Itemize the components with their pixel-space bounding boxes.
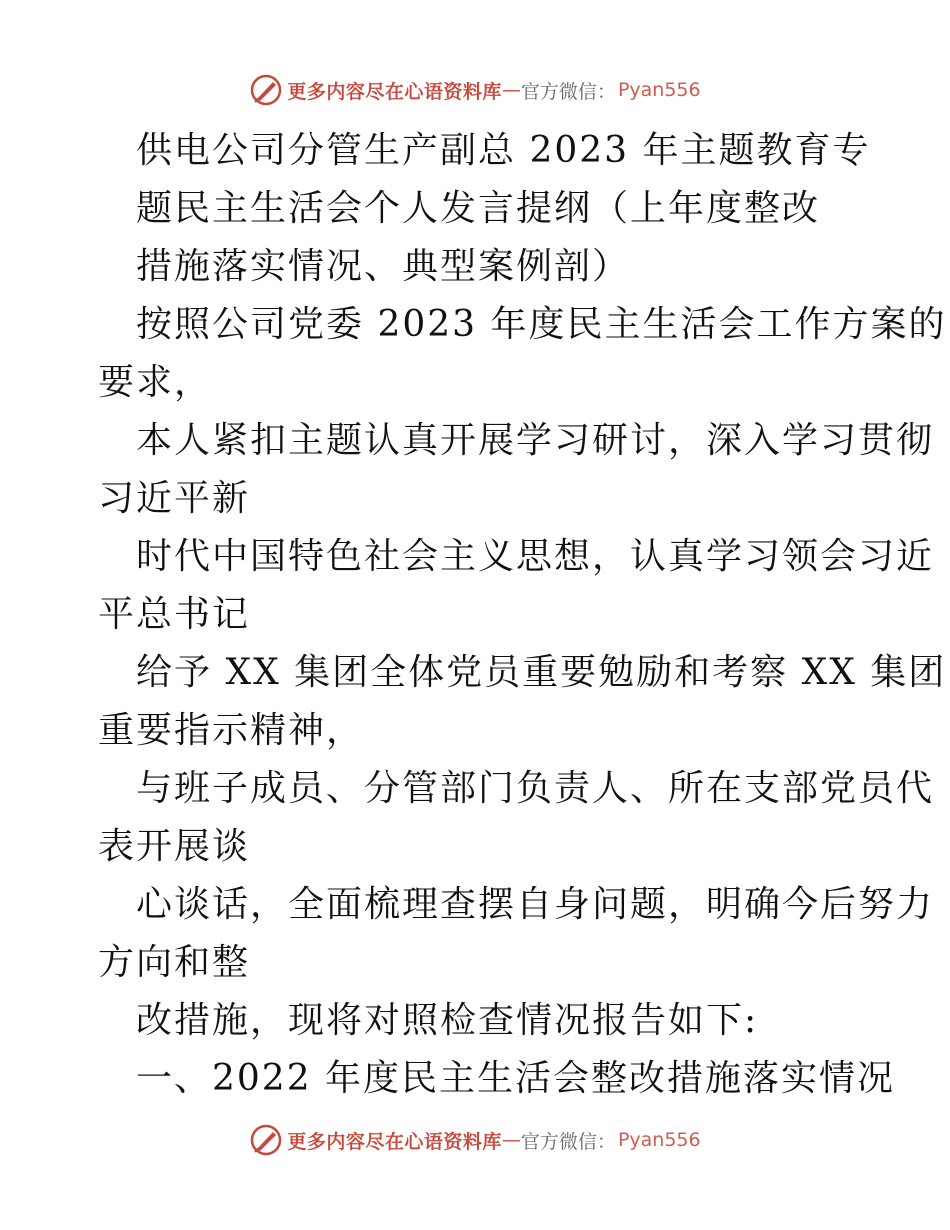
section-heading-1-text: 一、2022 年度民主生活会整改措施落实情况 bbox=[136, 1058, 896, 1099]
paragraph-1 bbox=[98, 296, 947, 412]
section-heading-1 bbox=[98, 1050, 896, 1108]
paragraph-5-line-1: 与班子成员、分管部门负责人、所在支部党员代 bbox=[136, 768, 935, 809]
paragraph-2-line-1: 本人紧扣主题认真开展学习研讨，深入学习贯彻 bbox=[136, 420, 935, 461]
watermark-official: 官方微信： bbox=[520, 1130, 616, 1153]
paragraph-4-line-2: 重要指示精神， bbox=[98, 710, 365, 751]
paragraph-1-line-1: 按照公司党委 2023 年度民主生活会工作方案的 bbox=[136, 304, 947, 345]
title-line-2: 题民主生活会个人发言提纲（上年度整改 bbox=[136, 188, 821, 229]
paragraph-5 bbox=[98, 760, 935, 876]
watermark-wechat-id: Pyan556 bbox=[617, 1129, 701, 1151]
watermark-dash: — bbox=[501, 79, 521, 101]
watermark-text: 更多内容尽在心语资料库 bbox=[287, 80, 502, 103]
quill-logo-icon bbox=[249, 1123, 283, 1157]
watermark-footer bbox=[0, 1120, 950, 1160]
paragraph-3-line-1: 时代中国特色社会主义思想，认真学习领会习近 bbox=[136, 536, 935, 577]
paragraph-2 bbox=[98, 412, 935, 528]
title-line-3: 措施落实情况、典型案例剖） bbox=[136, 246, 631, 287]
paragraph-7 bbox=[98, 992, 858, 1050]
paragraph-3 bbox=[98, 528, 935, 644]
paragraph-6-line-2: 方向和整 bbox=[98, 942, 251, 983]
watermark-header bbox=[0, 70, 950, 110]
paragraph-7-line-1: 改措施，现将对照检查情况报告如下: bbox=[136, 1000, 759, 1041]
watermark-text: 更多内容尽在心语资料库 bbox=[287, 1130, 502, 1153]
watermark-dash: — bbox=[501, 1129, 521, 1151]
paragraph-5-line-2: 表开展谈 bbox=[98, 826, 251, 867]
paragraph-1-line-2: 要求， bbox=[98, 362, 213, 403]
watermark-official: 官方微信： bbox=[520, 80, 616, 103]
paragraph-4-line-1: 给予 XX 集团全体党员重要勉励和考察 XX 集团 bbox=[136, 652, 947, 693]
quill-logo-icon bbox=[249, 73, 283, 107]
watermark-wechat-id: Pyan556 bbox=[617, 79, 701, 101]
paragraph-6 bbox=[98, 876, 935, 992]
title-line-1: 供电公司分管生产副总 2023 年主题教育专 bbox=[136, 130, 871, 171]
paragraph-2-line-2: 习近平新 bbox=[98, 478, 251, 519]
paragraph-6-line-1: 心谈话，全面梳理查摆自身问题，明确今后努力 bbox=[136, 884, 935, 925]
paragraph-3-line-2: 平总书记 bbox=[98, 594, 251, 635]
document-body bbox=[98, 122, 947, 1108]
paragraph-4 bbox=[98, 644, 947, 760]
